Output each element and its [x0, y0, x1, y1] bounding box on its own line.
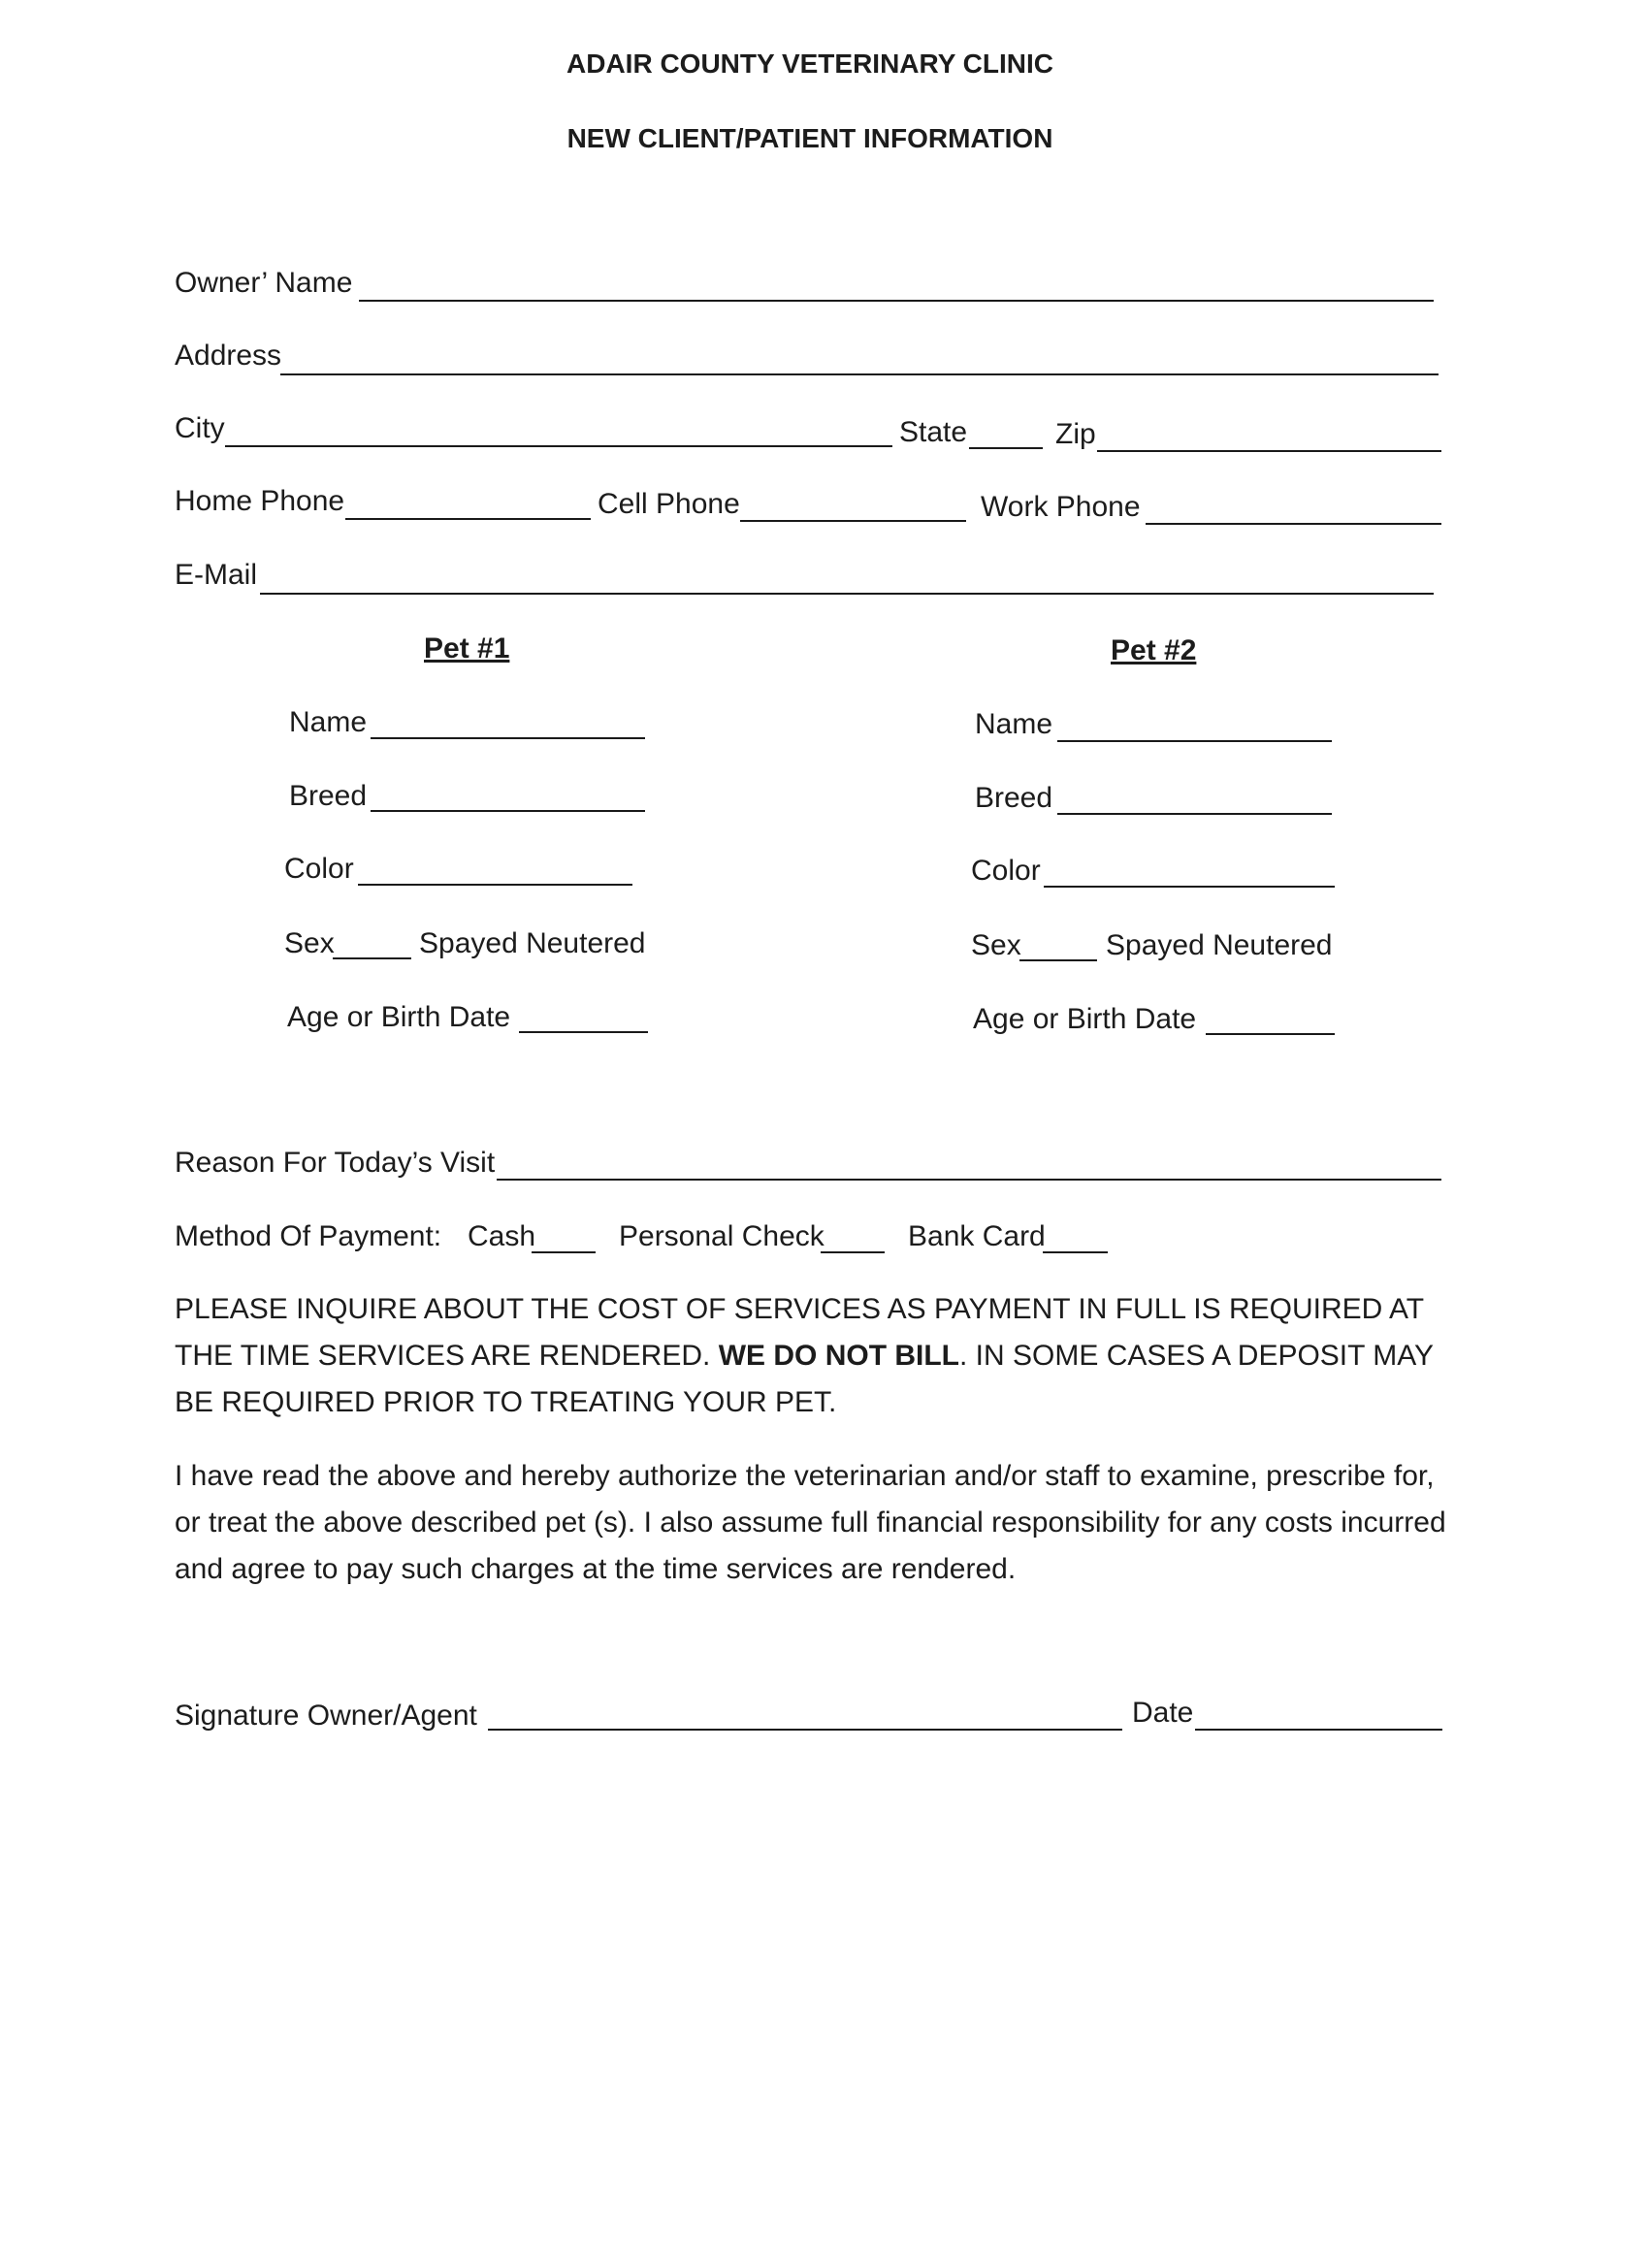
zip-field[interactable]	[1097, 450, 1441, 452]
notice-part2: . IN SOME CASES A DEPOSIT MAY BE REQUIRED PRIOR TO TREATING YOUR PET.	[175, 1340, 1434, 1418]
payment-label: Method Of Payment:	[175, 1220, 442, 1252]
date-label: Date	[1132, 1697, 1194, 1729]
pet1-age-label: Age or Birth Date	[287, 1001, 511, 1033]
pet1-name-field[interactable]	[371, 737, 645, 739]
pet1-heading: Pet #1	[424, 632, 510, 664]
zip-label: Zip	[1055, 418, 1096, 450]
pet1-age-field[interactable]	[519, 1031, 648, 1033]
email-label: E-Mail	[175, 559, 258, 591]
pet1-name-label: Name	[289, 706, 368, 738]
date-field[interactable]	[1195, 1729, 1442, 1731]
authorization-text: I have read the above and hereby authorize the veterinarian and/or staff to examine, prescribe for, or treat the above described pet (s). I also assume full financial responsibility for any costs incurred and agree to pay such charges at the time services are rendered.	[175, 1460, 1446, 1585]
pet1-sex-label: Sex	[284, 927, 335, 959]
pet2-sex-field[interactable]	[1019, 959, 1097, 961]
pet2-name-label: Name	[975, 708, 1053, 740]
city-label: City	[175, 412, 225, 444]
state-field[interactable]	[969, 447, 1043, 449]
state-label: State	[899, 416, 968, 448]
notice-part1: PLEASE INQUIRE ABOUT THE COST OF SERVICES AS PAYMENT IN FULL IS REQUIRED AT THE TIME SERVICES ARE RENDERED.	[175, 1293, 1424, 1372]
bank-card-label: Bank Card	[908, 1220, 1046, 1252]
pet2-breed-label: Breed	[975, 782, 1053, 814]
pet2-name-field[interactable]	[1057, 740, 1332, 742]
work-phone-field[interactable]	[1146, 523, 1441, 525]
reason-field[interactable]	[497, 1179, 1441, 1181]
personal-check-field[interactable]	[821, 1251, 885, 1253]
notice-bold: WE DO NOT BILL	[718, 1340, 960, 1372]
address-label: Address	[175, 340, 282, 372]
clinic-name: ADAIR COUNTY VETERINARY CLINIC	[566, 49, 1053, 79]
pet2-age-label: Age or Birth Date	[973, 1003, 1197, 1035]
signature-field[interactable]	[488, 1729, 1122, 1731]
address-field[interactable]	[280, 373, 1439, 375]
pet2-sex-label: Sex	[971, 929, 1021, 961]
payment-notice	[175, 1286, 1455, 1426]
pet2-color-label: Color	[971, 855, 1041, 887]
cell-phone-label: Cell Phone	[598, 488, 740, 520]
home-phone-field[interactable]	[345, 518, 591, 520]
owner-name-field[interactable]	[359, 300, 1434, 302]
pet2-color-field[interactable]	[1044, 886, 1335, 888]
form-title: NEW CLIENT/PATIENT INFORMATION	[566, 123, 1053, 153]
city-field[interactable]	[225, 445, 892, 447]
pet1-breed-label: Breed	[289, 780, 368, 812]
pet1-breed-field[interactable]	[371, 810, 645, 812]
pet1-color-field[interactable]	[358, 884, 632, 886]
owner-name-label: Owner’ Name	[175, 267, 353, 299]
pet2-age-field[interactable]	[1206, 1033, 1335, 1035]
pet2-breed-field[interactable]	[1057, 813, 1332, 815]
pet1-sex-field[interactable]	[333, 957, 411, 959]
email-field[interactable]	[260, 593, 1434, 595]
home-phone-label: Home Phone	[175, 485, 345, 517]
pet2-heading: Pet #2	[1111, 634, 1197, 666]
pet1-spayed-neutered-label: Spayed Neutered	[419, 927, 646, 959]
personal-check-label: Personal Check	[619, 1220, 824, 1252]
bank-card-field[interactable]	[1043, 1251, 1108, 1253]
cell-phone-field[interactable]	[740, 520, 966, 522]
work-phone-label: Work Phone	[981, 491, 1141, 523]
cash-field[interactable]	[532, 1251, 596, 1253]
pet2-spayed-neutered-label: Spayed Neutered	[1106, 929, 1333, 961]
pet1-color-label: Color	[284, 853, 354, 885]
signature-label: Signature Owner/Agent	[175, 1700, 477, 1732]
reason-label: Reason For Today’s Visit	[175, 1147, 496, 1179]
cash-label: Cash	[468, 1220, 536, 1252]
